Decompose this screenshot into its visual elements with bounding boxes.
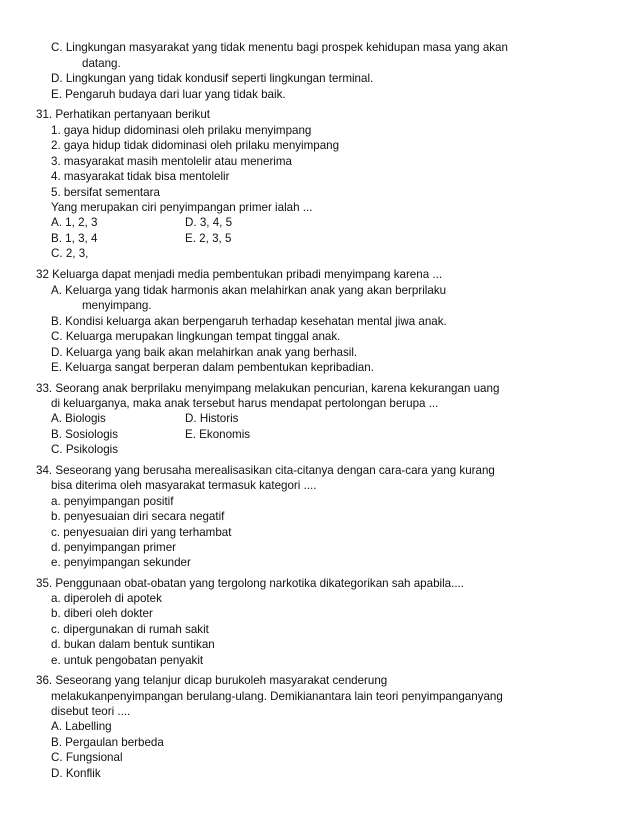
q34-stem-cont: bisa diterima oleh masyarakat termasuk kategori .... [51, 479, 317, 492]
q34-option-c: c. penyesuaian diri yang terhambat [51, 526, 232, 539]
q32-option-e: E. Keluarga sangat berperan dalam pembentukan kepribadian. [51, 361, 374, 374]
q34-option-b: b. penyesuaian diri secara negatif [51, 510, 225, 523]
prev-option-e: E. Pengaruh budaya dari luar yang tidak baik. [51, 88, 286, 101]
q35-option-a: a. diperoleh di apotek [51, 592, 162, 605]
q31-option-d: D. 3, 4, 5 [185, 216, 233, 229]
q31-item-1: 1. gaya hidup didominasi oleh prilaku menyimpang [51, 124, 312, 137]
q33-option-a: A. Biologis [51, 412, 106, 425]
q31-item-2: 2. gaya hidup tidak didominasi oleh prilaku menyimpang [51, 139, 340, 152]
q32-option-c: C. Keluarga merupakan lingkungan tempat tinggal anak. [51, 330, 341, 343]
q31-option-c: C. 2, 3, [51, 247, 89, 260]
q31-option-b: B. 1, 3, 4 [51, 232, 98, 245]
q32-option-a: A. Keluarga yang tidak harmonis akan melahirkan anak yang akan berprilaku [51, 284, 447, 297]
prev-option-d: D. Lingkungan yang tidak kondusif seperti lingkungan terminal. [51, 72, 374, 85]
q33-stem-cont: di keluarganya, maka anak tersebut harus mendapat pertolongan berupa ... [51, 397, 439, 410]
prev-option-c: C. Lingkungan masyarakat yang tidak menentu bagi prospek kehidupan masa yang akan [51, 41, 508, 54]
q36-stem-cont-2: disebut teori .... [51, 705, 131, 718]
q33-option-c: C. Psikologis [51, 443, 119, 456]
q33-option-e: E. Ekonomis [185, 428, 251, 441]
q34-option-a: a. penyimpangan positif [51, 495, 174, 508]
q31-question: Yang merupakan ciri penyimpangan primer ialah ... [51, 201, 313, 214]
q31-item-3: 3. masyarakat masih mentolelir atau menerima [51, 155, 292, 168]
q33-option-b: B. Sosiologis [51, 428, 119, 441]
q36-stem-cont-1: melakukanpenyimpangan berulang-ulang. Demikianantara lain teori penyimpanganyang [51, 690, 503, 703]
q35-option-c: c. dipergunakan di rumah sakit [51, 623, 209, 636]
q36-stem: 36. Seseorang yang telanjur dicap burukoleh masyarakat cenderung [36, 674, 388, 687]
q35-option-b: b. diberi oleh dokter [51, 607, 153, 620]
q35-stem: 35. Penggunaan obat-obatan yang tergolong narkotika dikategorikan sah apabila.... [36, 577, 464, 590]
q32-option-a-cont: menyimpang. [82, 299, 152, 312]
q33-option-d: D. Historis [185, 412, 239, 425]
q33-stem: 33. Seorang anak berprilaku menyimpang melakukan pencurian, karena kekurangan uang [36, 382, 500, 395]
q32-option-d: D. Keluarga yang baik akan melahirkan anak yang berhasil. [51, 346, 358, 359]
q34-option-e: e. penyimpangan sekunder [51, 556, 191, 569]
q31-item-5: 5. bersifat sementara [51, 186, 160, 199]
q36-option-a: A. Labelling [51, 720, 112, 733]
q36-option-b: B. Pergaulan berbeda [51, 736, 164, 749]
q34-option-d: d. penyimpangan primer [51, 541, 177, 554]
q31-option-e: E. 2, 3, 5 [185, 232, 232, 245]
q36-option-c: C. Fungsional [51, 751, 123, 764]
q31-stem: 31. Perhatikan pertanyaan berikut [36, 108, 211, 121]
prev-option-c-cont: datang. [82, 57, 121, 70]
q35-option-e: e. untuk pengobatan penyakit [51, 654, 204, 667]
q31-item-4: 4. masyarakat tidak bisa mentolelir [51, 170, 230, 183]
q31-option-a: A. 1, 2, 3 [51, 216, 98, 229]
q34-stem: 34. Seseorang yang berusaha merealisasikan cita-citanya dengan cara-cara yang kurang [36, 464, 495, 477]
q32-stem: 32 Keluarga dapat menjadi media pembentukan pribadi menyimpang karena ... [36, 268, 443, 281]
q32-option-b: B. Kondisi keluarga akan berpengaruh terhadap kesehatan mental jiwa anak. [51, 315, 447, 328]
q35-option-d: d. bukan dalam bentuk suntikan [51, 638, 215, 651]
q36-option-d: D. Konflik [51, 767, 101, 780]
